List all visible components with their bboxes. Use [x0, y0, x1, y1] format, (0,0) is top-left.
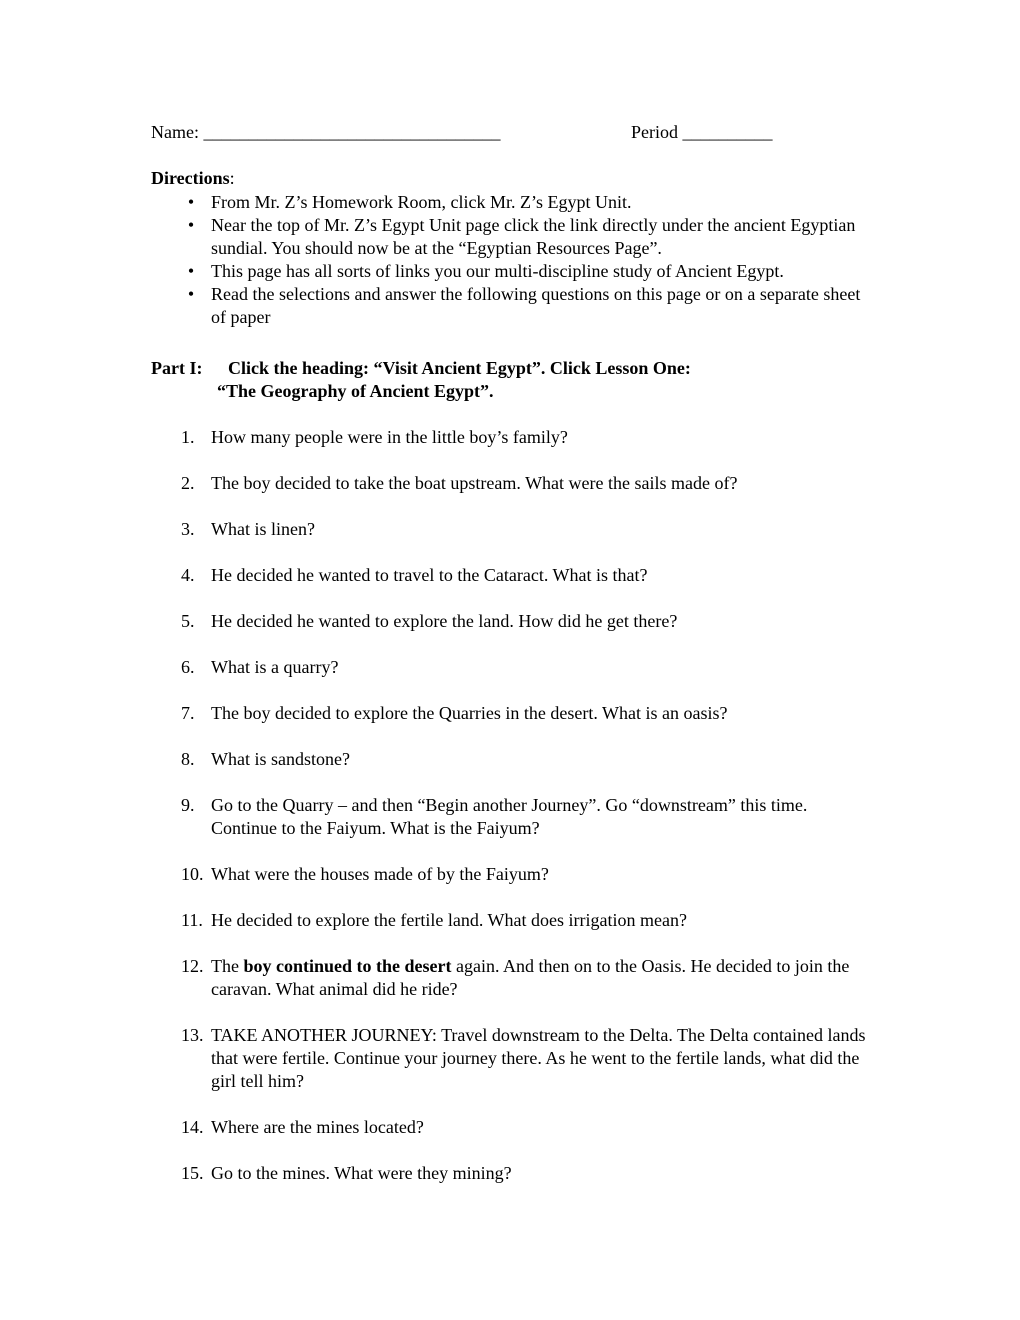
question-text-pre: The [211, 956, 244, 976]
question-text: He decided he wanted to explore the land. How did he get there? [211, 611, 678, 631]
question-number: 4. [181, 565, 195, 585]
question-number: 1. [181, 427, 195, 447]
question-text: Go to the Quarry – and then “Begin another Journey”. Go “downstream” this time. Continue to the Faiyum. What is the Faiyum? [211, 795, 808, 838]
question-number: 7. [181, 703, 195, 723]
question-text: The boy decided to take the boat upstream. What were the sails made of? [211, 473, 738, 493]
question-text: TAKE ANOTHER JOURNEY: Travel downstream to the Delta. The Delta contained lands that were fertile. Continue your journey there. As he went to the fertile lands, what did the girl tell him? [211, 1025, 866, 1091]
question-text: He decided he wanted to travel to the Cataract. What is that? [211, 565, 648, 585]
question-text [211, 955, 871, 1001]
bullet-icon: • [187, 192, 195, 212]
question-text-post: again. And then on to the Oasis. He decided to join the caravan. What animal did he ride? [211, 956, 850, 999]
question-text: What is sandstone? [211, 749, 350, 769]
question-text: What were the houses made of by the Faiyum? [211, 864, 549, 884]
question-text: He decided to explore the fertile land. What does irrigation mean? [211, 910, 687, 930]
question-text-emphasis: boy continued to the desert [243, 956, 452, 976]
part-one-label: Part I: [151, 358, 203, 378]
bullet-icon: • [187, 284, 195, 304]
question-number: 12. [181, 956, 204, 976]
question-text: What is linen? [211, 519, 315, 539]
directions-item [151, 214, 871, 260]
question-number: 15. [181, 1163, 204, 1183]
question-number: 11. [181, 910, 203, 930]
period-field-label: Period __________ [631, 122, 773, 142]
question-text: How many people were in the little boy’s family? [211, 427, 568, 447]
directions-colon: : [229, 168, 235, 188]
part-one-instruction-line1: Click the heading: “Visit Ancient Egypt”. Click Lesson One: [228, 358, 691, 378]
name-field-label: Name: _________________________________ [151, 122, 501, 142]
question-number: 6. [181, 657, 195, 677]
question-number: 2. [181, 473, 195, 493]
directions-list [151, 191, 871, 329]
header-line [151, 121, 871, 145]
directions-heading [151, 167, 235, 190]
directions-item-text: Read the selections and answer the following questions on this page or on a separate sheet of paper [211, 284, 861, 327]
question-number: 10. [181, 864, 204, 884]
directions-heading-text: Directions [151, 168, 230, 188]
question-text: Where are the mines located? [211, 1117, 424, 1137]
question-number: 14. [181, 1117, 204, 1137]
directions-item-text: Near the top of Mr. Z’s Egypt Unit page click the link directly under the ancient Egyptian sundial. You should now be at the “Egyptian Resources Page”. [211, 215, 856, 258]
part-one-instruction-line2: “The Geography of Ancient Egypt”. [217, 381, 494, 401]
question-number: 9. [181, 795, 195, 815]
question-number: 8. [181, 749, 195, 769]
bullet-icon: • [187, 215, 195, 235]
directions-item [151, 260, 871, 283]
directions-item [151, 283, 871, 329]
directions-item-text: This page has all sorts of links you our multi-discipline study of Ancient Egypt. [211, 261, 784, 281]
directions-item-text: From Mr. Z’s Homework Room, click Mr. Z’s Egypt Unit. [211, 192, 632, 212]
question-number: 13. [181, 1025, 204, 1045]
directions-item [151, 191, 871, 214]
question-text: What is a quarry? [211, 657, 339, 677]
question-text: Go to the mines. What were they mining? [211, 1163, 512, 1183]
question-number: 3. [181, 519, 195, 539]
question-text: The boy decided to explore the Quarries in the desert. What is an oasis? [211, 703, 728, 723]
question-number: 5. [181, 611, 195, 631]
bullet-icon: • [187, 261, 195, 281]
